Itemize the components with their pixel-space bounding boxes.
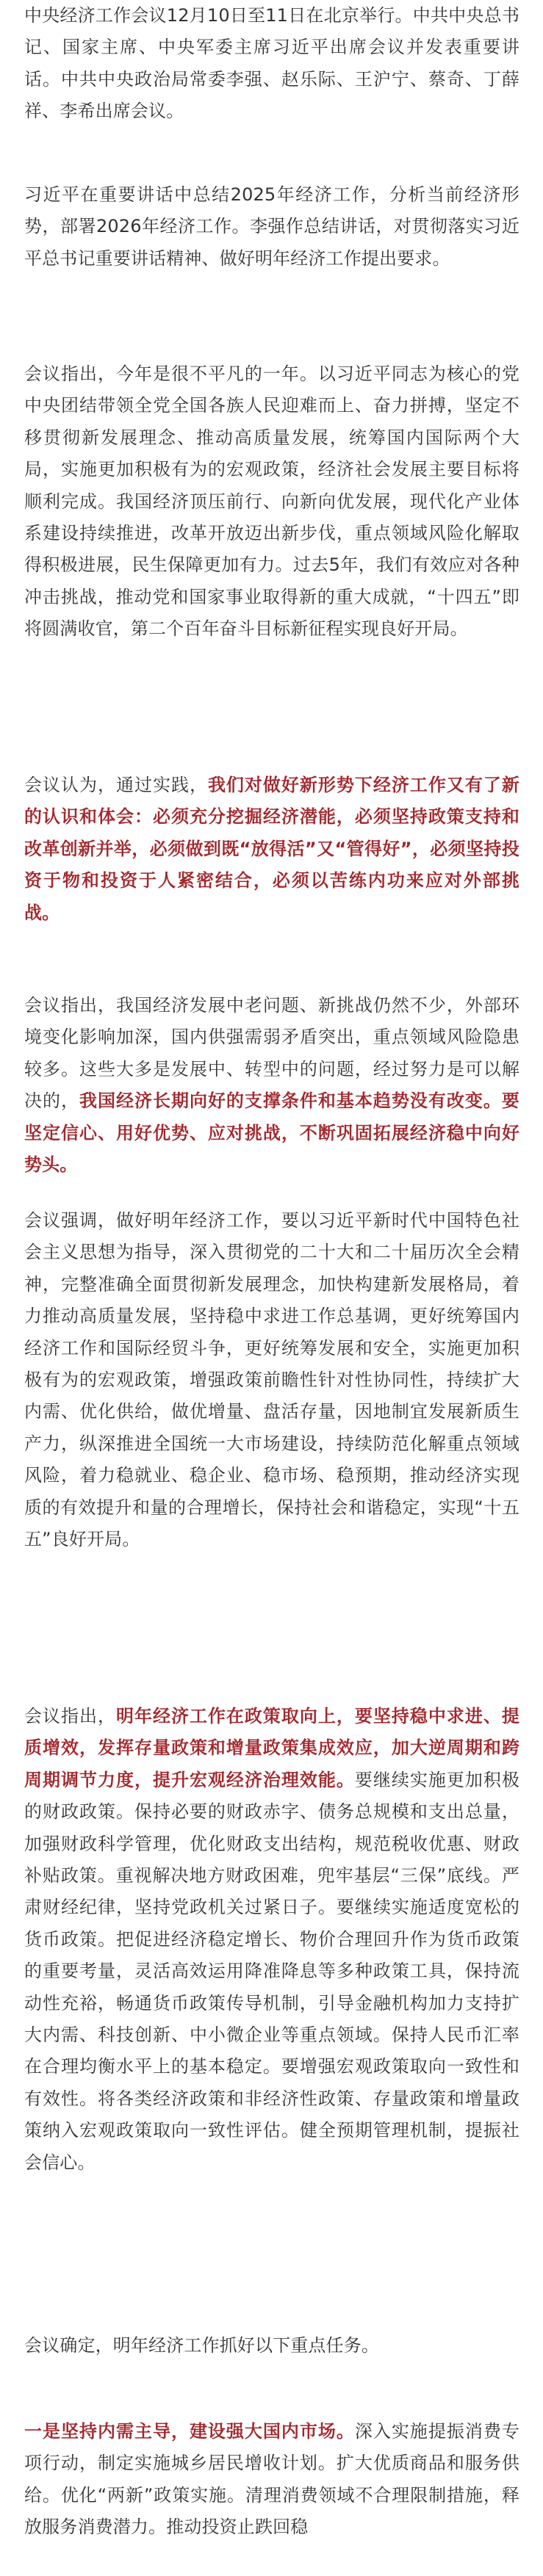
paragraph bbox=[24, 2416, 519, 2544]
highlighted-text: 一是坚持内需主导，建设强大国内市场。 bbox=[24, 2421, 355, 2442]
highlighted-text: 明年经济工作在政策取向上，要坚持稳中求进、提质增效，发挥存量政策和增量政策集成效应，加大逆周期和跨周期调节力度，提升宏观经济治理效能。 bbox=[24, 1706, 519, 1790]
paragraph-text: 会议强调，做好明年经济工作，要以习近平新时代中国特色社会主义思想为指导，深入贯彻党的二十大和二十届历次全会精神，完整准确全面贯彻新发展理念，加快构建新发展格局，着力推动高质量发展，坚持稳中求进工作总基调，更好统筹国内经济工作和国际经贸斗争，更好统筹发展和安全，实施更加积极有为的宏观政策，增强政策前瞻性针对性协同性，持续扩大内需、优化供给，做优增量、盘活存量，因地制宜发展新质生产力，纵深推进全国统一大市场建设，持续防范化解重点领域风险，着力稳就业、稳企业、稳市场、稳预期，推动经济实现质的有效提升和量的合理增长，保持社会和谐稳定，实现“十五五”良好开局。 bbox=[24, 1210, 519, 1550]
paragraph-text: 中央经济工作会议12月10日至11日在北京举行。中共中央总书记、国家主席、中央军委主席习近平出席会议并发表重要讲话。中共中央政治局常委李强、赵乐际、王沪宁、蔡奇、丁薛祥、李希出席会议。 bbox=[24, 5, 519, 122]
paragraph-text: 习近平在重要讲话中总结2025年经济工作，分析当前经济形势，部署2026年经济工作。李强作总结讲话，对贯彻落实习近平总书记重要讲话精神、做好明年经济工作提出要求。 bbox=[24, 184, 519, 269]
paragraph-text: 要继续实施更加积极的财政政策。保持必要的财政赤字、债务总规模和支出总量，加强财政科学管理，优化财政支出结构，规范税收优惠、财政补贴政策。重视解决地方财政困难，兜牢基层“三保”底线。严肃财经纪律，坚持党政机关过紧日子。要继续实施适度宽松的货币政策。把促进经济稳定增长、物价合理回升作为货币政策的重要考量，灵活高效运用降准降息等多种政策工具，保持流动性充裕，畅通货币政策传导机制，引导金融机构加力支持扩大内需、科技创新、中小微企业等重点领域。保持人民币汇率在合理均衡水平上的基本稳定。要增强宏观政策取向一致性和有效性。将各类经济政策和非经济性政策、存量政策和增量政策纳入宏观政策取向一致性评估。健全预期管理机制，提振社会信心。 bbox=[24, 1769, 519, 2173]
highlighted-text: 我们对做好新形势下经济工作又有了新的认识和体会：必须充分挖掘经济潜能，必须坚持政策支持和改革创新并举，必须做到既“放得活”又“管得好”，必须坚持投资于物和投资于人紧密结合，必须以苦练内功来应对外部挑战。 bbox=[24, 775, 519, 923]
paragraph-text: 会议指出， bbox=[24, 1706, 116, 1726]
paragraph-text: 会议确定，明年经济工作抓好以下重点任务。 bbox=[24, 2335, 379, 2356]
paragraph bbox=[24, 2330, 519, 2362]
paragraph bbox=[24, 1205, 519, 1555]
paragraph-text: 深入实施提振消费专项行动，制定实施城乡居民增收计划。扩大优质商品和服务供给。优化“两新”政策实施。清理消费领域不合理限制措施，释放服务消费潜力。推动投资止跌回稳 bbox=[24, 2421, 519, 2538]
paragraph bbox=[24, 770, 519, 929]
paragraph bbox=[24, 358, 519, 645]
paragraph-text: 会议指出，今年是很不平凡的一年。以习近平同志为核心的党中央团结带领全党全国各族人民迎难而上、奋力拼搏，坚定不移贯彻新发展理念、推动高质量发展，统筹国内国际两个大局，实施更加积极有为的宏观政策，经济社会发展主要目标将顺利完成。我国经济顶压前行、向新向优发展，现代化产业体系建设持续推进，改革开放迈出新步伐，重点领域风险化解取得积极进展，民生保障更加有力。过去5年，我们有效应对各种冲击挑战，推动党和国家事业取得新的重大成就，“十四五”即将圆满收官，第二个百年奋斗目标新征程实现良好开局。 bbox=[24, 363, 519, 640]
paragraph bbox=[24, 179, 519, 275]
highlighted-text: 我国经济长期向好的支撑条件和基本趋势没有改变。要坚定信心、用好优势、应对挑战，不断巩固拓展经济稳中向好势头。 bbox=[24, 1090, 519, 1176]
paragraph-text: 会议认为，通过实践， bbox=[24, 775, 208, 795]
paragraph bbox=[24, 0, 519, 128]
paragraph bbox=[24, 990, 519, 1181]
paragraph bbox=[24, 1701, 519, 2179]
paragraph-text: 会议指出，我国经济发展中老问题、新挑战仍然不少，外部环境变化影响加深，国内供强需弱矛盾突出，重点领域风险隐患较多。这些大多是发展中、转型中的问题，经过努力是可以解决的， bbox=[24, 995, 519, 1112]
